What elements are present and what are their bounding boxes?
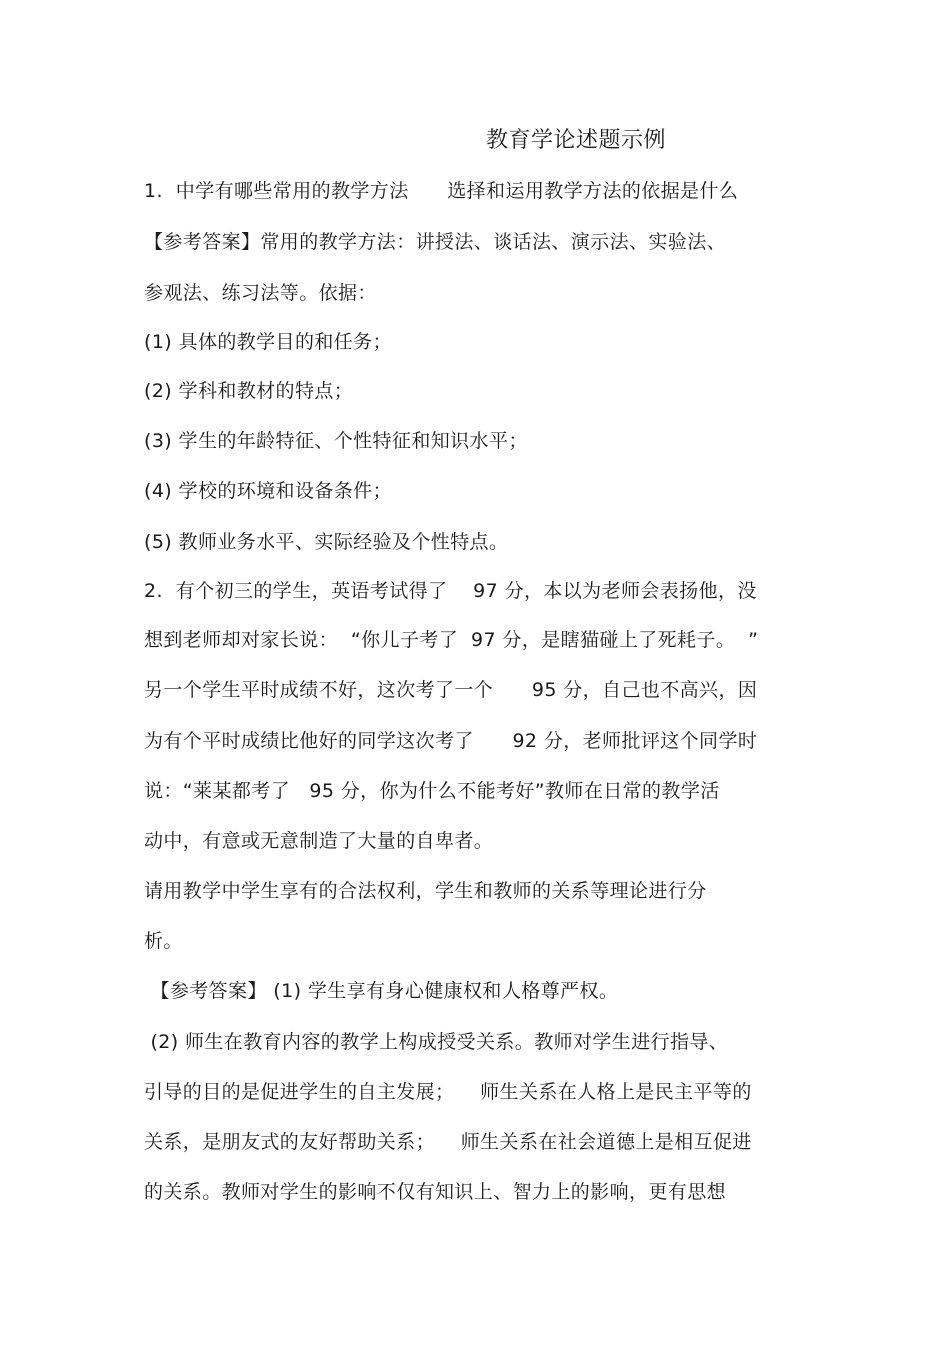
list-item: (1) 具体的教学目的和任务；: [144, 331, 392, 353]
list-item: (4) 学校的环境和设备条件；: [144, 480, 392, 502]
question-2-line: 另一个学生平时成绩不好，这次考了一个 95 分，自己也不高兴，因: [144, 679, 758, 701]
answer-1-line: 【参考答案】常用的教学方法：讲授法、谈话法、演示法、实验法、: [144, 231, 727, 253]
question-2-line: 2. 有个初三的学生，英语考试得了 97 分，本以为老师会表扬他，没: [144, 580, 757, 602]
question-2-line: 说：“莱某都考了 95 分，你为什么不能考好”教师在日常的教学活: [144, 780, 720, 802]
question-2-line: 为有个平时成绩比他好的同学这次考了 92 分，老师批评这个同学时: [144, 730, 758, 752]
question-2-line: 析。: [144, 930, 183, 952]
answer-2-line: 的关系。教师对学生的影响不仅有知识上、智力上的影响，更有思想: [144, 1181, 727, 1203]
answer-1-line: 参观法、练习法等。依据：: [144, 282, 377, 304]
question-1-line: 1. 中学有哪些常用的教学方法 选择和运用教学方法的依据是什么: [144, 180, 739, 202]
question-2-line: 想到老师却对家长说： “你儿子考了 97 分，是瞎猫碰上了死耗子。 ”: [144, 629, 759, 651]
list-item: (3) 学生的年龄特征、个性特征和知识水平；: [144, 430, 528, 452]
document-title: 教育学论述题示例: [486, 128, 667, 153]
question-2-line: 请用教学中学生享有的合法权利，学生和教师的关系等理论进行分: [144, 880, 707, 902]
question-2-line: 动中，有意或无意制造了大量的自卑者。: [144, 830, 494, 852]
list-item: (2) 学科和教材的特点；: [144, 380, 354, 402]
answer-2-line: (2) 师生在教育内容的教学上构成授受关系。教师对学生进行指导、: [144, 1031, 729, 1053]
answer-2-line: 引导的目的是促进学生的自主发展； 师生关系在人格上是民主平等的: [144, 1081, 752, 1103]
list-item: (5) 教师业务水平、实际经验及个性特点。: [144, 531, 509, 553]
answer-2-line: 【参考答案】 (1) 学生享有身心健康权和人格尊严权。: [144, 980, 619, 1002]
answer-2-line: 关系，是朋友式的友好帮助关系； 师生关系在社会道德上是相互促进: [144, 1131, 752, 1153]
